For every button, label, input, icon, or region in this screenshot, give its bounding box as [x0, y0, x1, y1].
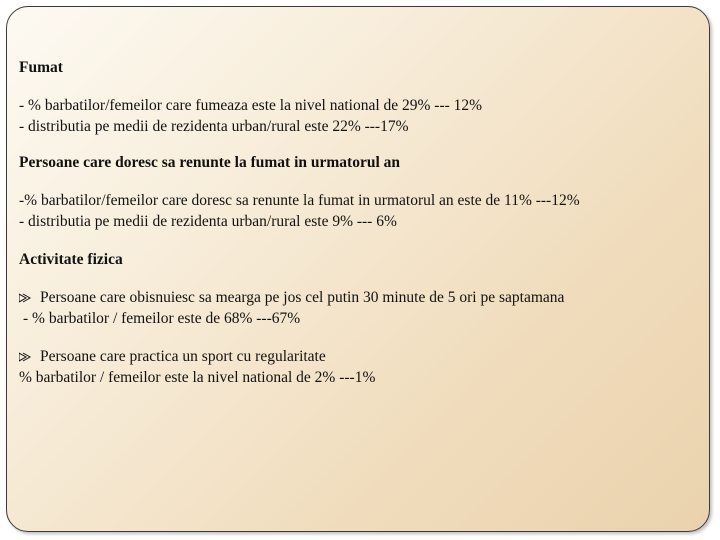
bullet-sport-text: Persoane care practica un sport cu regularitate	[40, 348, 326, 365]
renuntare-line-2: - distributia pe medii de rezidenta urban/rural este 9% --- 6%	[19, 213, 397, 230]
bullet-walking-text: Persoane care obisnuiesc sa mearga pe jos cel putin 30 minute de 5 ori pe saptamana	[40, 289, 565, 306]
slide-panel	[6, 6, 710, 532]
section-heading-activitate: Activitate fizica	[19, 251, 123, 268]
walking-detail: - % barbatilor / femeilor este de 68% ---67%	[23, 310, 301, 327]
arrow-bullet-icon	[19, 293, 31, 303]
slide-content	[19, 57, 699, 388]
arrow-bullet-icon	[19, 352, 31, 362]
renuntare-line-1: -% barbatilor/femeilor care doresc sa renunte la fumat in urmatorul an este de 11% ---12%	[19, 192, 580, 209]
fumat-line-2: - distributia pe medii de rezidenta urban/rural este 22% ---17%	[19, 118, 409, 135]
sport-detail: % barbatilor / femeilor este la nivel national de 2% ---1%	[19, 369, 376, 386]
section-heading-fumat: Fumat	[19, 59, 63, 76]
bullet-item-walking	[19, 287, 699, 308]
fumat-line-1: - % barbatilor/femeilor care fumeaza este la nivel national de 29% --- 12%	[19, 97, 483, 114]
bullet-item-sport	[19, 346, 699, 367]
section-heading-renuntare: Persoane care doresc sa renunte la fumat in urmatorul an	[19, 154, 401, 171]
